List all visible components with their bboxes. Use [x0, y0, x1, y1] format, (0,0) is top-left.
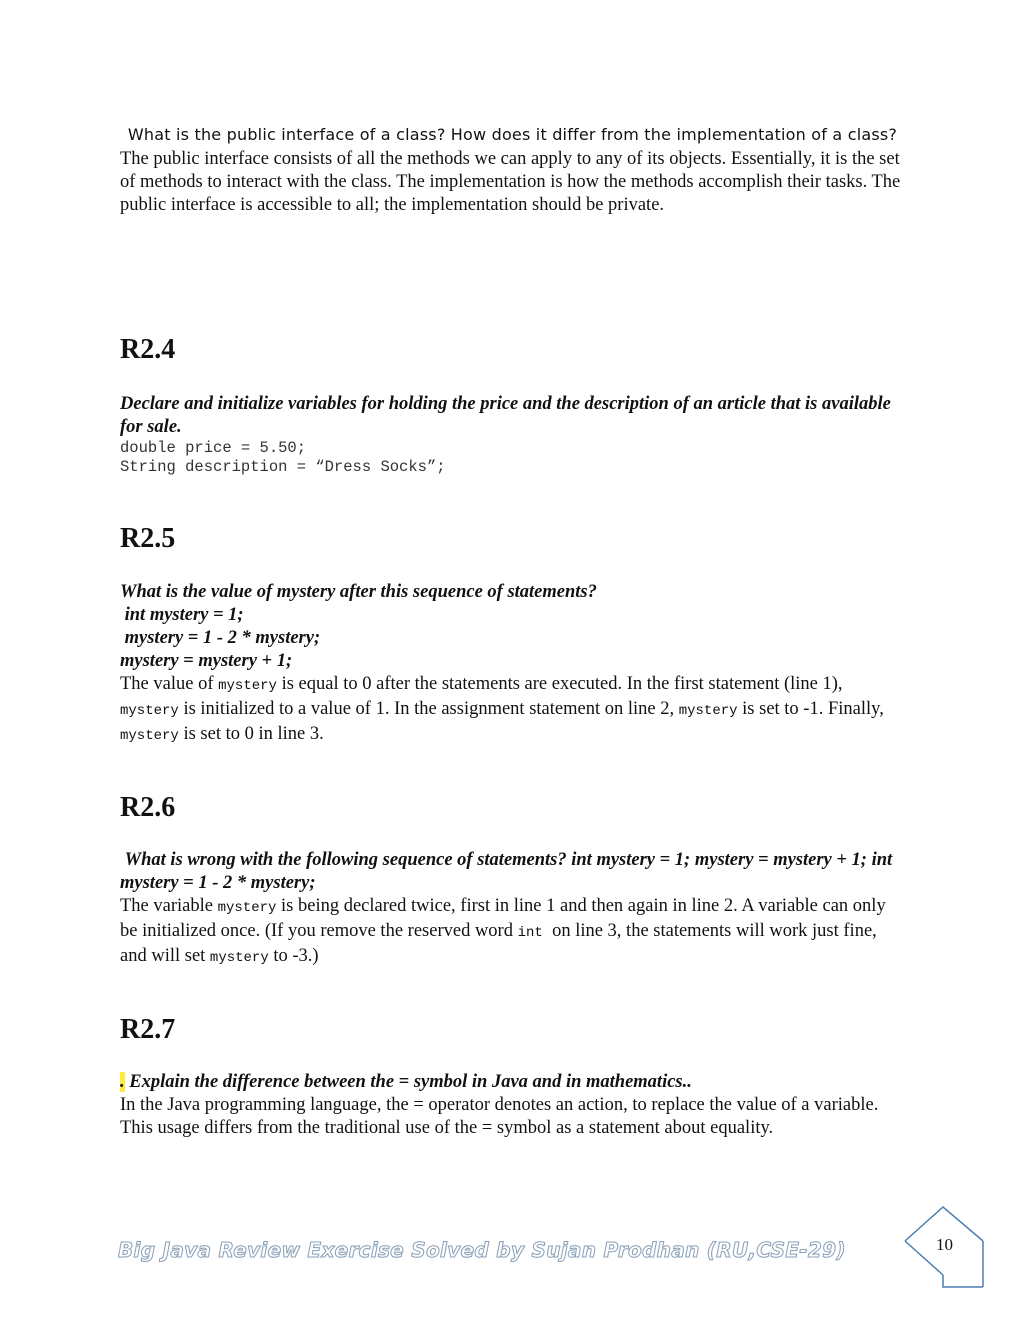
inline-code: mystery: [217, 900, 277, 916]
heading-r2-7: R2.7: [120, 1014, 176, 1045]
heading-r2-5: R2.5: [120, 523, 176, 554]
r2-5-answer-text: is equal to 0 after the statements are executed. In the first statement (line 1),: [276, 674, 843, 694]
heading-r2-6: R2.6: [120, 792, 176, 823]
inline-code: mystery: [120, 728, 179, 744]
inline-code: int: [517, 925, 543, 941]
inline-code: mystery: [209, 950, 269, 966]
r2-7-question-text: Explain the difference between the = symbol in Java and in mathematics..: [124, 1072, 692, 1092]
r2-6-answer: [120, 895, 905, 970]
page-number-badge: [903, 1205, 987, 1289]
r2-6-answer-text: on line 3, the statements will work just fine, and will set: [120, 921, 882, 966]
r2-7-section: [120, 1071, 905, 1140]
inline-code: mystery: [120, 703, 179, 719]
highlight-marker: .: [120, 1072, 125, 1092]
intro-section: [120, 122, 905, 217]
footer-title: Big Java Review Exercise Solved by Sujan Prodhan (RU,CSE-29): [118, 1238, 846, 1262]
r2-6-answer-text: The variable: [120, 896, 218, 916]
inline-code: mystery: [678, 703, 738, 719]
r2-4-question: Declare and initialize variables for holding the price and the description of an article that is available for sale.: [120, 394, 891, 437]
r2-6-section: [120, 849, 905, 970]
r2-4-section: [120, 393, 905, 477]
intro-question: What is the public interface of a class? How does it differ from the implementation of a class?: [127, 125, 898, 144]
page-number: 10: [936, 1235, 953, 1254]
r2-6-answer-text: to -3.): [268, 946, 319, 966]
r2-5-answer-text: is set to 0 in line 3.: [178, 724, 324, 744]
intro-answer: The public interface consists of all the methods we can apply to any of its objects. Essentially, it is the set of methods to interact with the class. The implementation is how the methods accomplish their tasks. The public interface is accessible to all; the implementation should be private.: [120, 149, 901, 215]
r2-5-answer-text: The value of: [120, 674, 219, 694]
r2-5-answer-text: is set to -1. Finally,: [737, 699, 884, 719]
r2-5-section: [120, 581, 905, 748]
r2-4-code-line-1: double price = 5.50;: [120, 439, 307, 457]
r2-7-answer: In the Java programming language, the = operator denotes an action, to replace the value of a variable. This usage differs from the traditional use of the = symbol as a statement about equality.: [120, 1095, 879, 1138]
r2-6-question: What is wrong with the following sequence of statements? int mystery = 1; mystery = mystery + 1; int mystery = 1 - 2 * mystery;: [120, 850, 897, 893]
inline-code: mystery: [218, 678, 277, 694]
r2-6-answer-text: is being declared twice, first in line 1 and then again in line 2. A variable can only be initialized once. (If you remove the reserved word: [120, 896, 886, 941]
r2-5-statement-2: mystery = 1 - 2 * mystery;: [120, 628, 321, 648]
r2-5-statement-1: int mystery = 1;: [120, 605, 244, 625]
heading-r2-4: R2.4: [120, 334, 176, 365]
r2-5-answer: [120, 673, 905, 748]
r2-5-statement-3: mystery = mystery + 1;: [120, 651, 293, 671]
r2-5-question: What is the value of mystery after this sequence of statements?: [120, 582, 597, 602]
r2-7-question: [120, 1071, 905, 1094]
r2-5-answer-text: is initialized to a value of 1. In the assignment statement on line 2,: [178, 699, 679, 719]
r2-4-code-line-2: String description = “Dress Socks”;: [120, 458, 446, 476]
